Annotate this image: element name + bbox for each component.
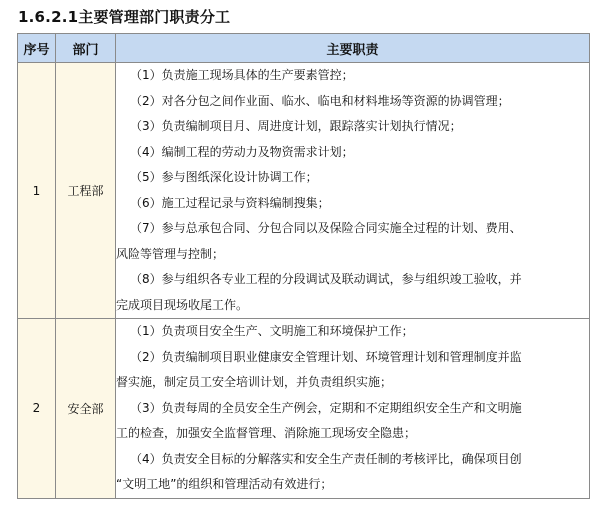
duty-line: “文明工地”的组织和管理活动有效进行；	[116, 477, 333, 491]
duty-line: （1）负责项目安全生产、文明施工和环境保护工作；	[130, 324, 414, 338]
duty-line: （4）编制工程的劳动力及物资需求计划；	[130, 144, 354, 159]
row-department: 工程部	[56, 63, 116, 319]
duty-line: （6）施工过程记录与资料编制搜集；	[130, 195, 330, 210]
duty-line: （2）负责编制项目职业健康安全管理计划、环境管理计划和管理制度并监	[130, 349, 522, 364]
row-index: 1	[18, 63, 56, 319]
duty-line: （3）负责编制项目月、周进度计划，跟踪落实计划执行情况；	[130, 119, 462, 133]
responsibility-table	[17, 33, 590, 499]
row-duties	[116, 63, 590, 319]
table-row	[18, 63, 590, 319]
duty-line: （4）负责安全目标的分解落实和安全生产责任制的考核评比，确保项目创	[130, 451, 522, 466]
table-header-row	[18, 34, 590, 63]
table-row	[18, 319, 590, 499]
duty-line: 督实施，制定员工安全培训计划，并负责组织实施；	[116, 375, 393, 389]
duty-line: 工的检查，加强安全监督管理、消除施工现场安全隐患；	[116, 426, 417, 440]
duty-line: （5）参与图纸深化设计协调工作；	[130, 170, 318, 184]
duty-line: 完成项目现场收尾工作。	[116, 297, 249, 312]
row-department: 安全部	[56, 319, 116, 499]
header-index: 序号	[18, 34, 56, 63]
header-department: 部门	[56, 34, 116, 63]
duty-line: 风险等管理与控制；	[116, 246, 225, 261]
duty-line: （1）负责施工现场具体的生产要素管控；	[130, 68, 354, 82]
section-heading: 1.6.2.1主要管理部门职责分工	[18, 8, 231, 26]
row-index: 2	[18, 319, 56, 499]
header-duties: 主要职责	[116, 34, 590, 63]
duty-line: （7）参与总承包合同、分包合同以及保险合同实施全过程的计划、费用、	[130, 221, 522, 235]
row-duties	[116, 319, 590, 499]
duty-line: （3）负责每周的全员安全生产例会，定期和不定期组织安全生产和文明施	[130, 400, 522, 415]
duty-line: （2）对各分包之间作业面、临水、临电和材料堆场等资源的协调管理；	[130, 93, 510, 108]
duty-line: （8）参与组织各专业工程的分段调试及联动调试，参与组织竣工验收，并	[130, 272, 522, 286]
